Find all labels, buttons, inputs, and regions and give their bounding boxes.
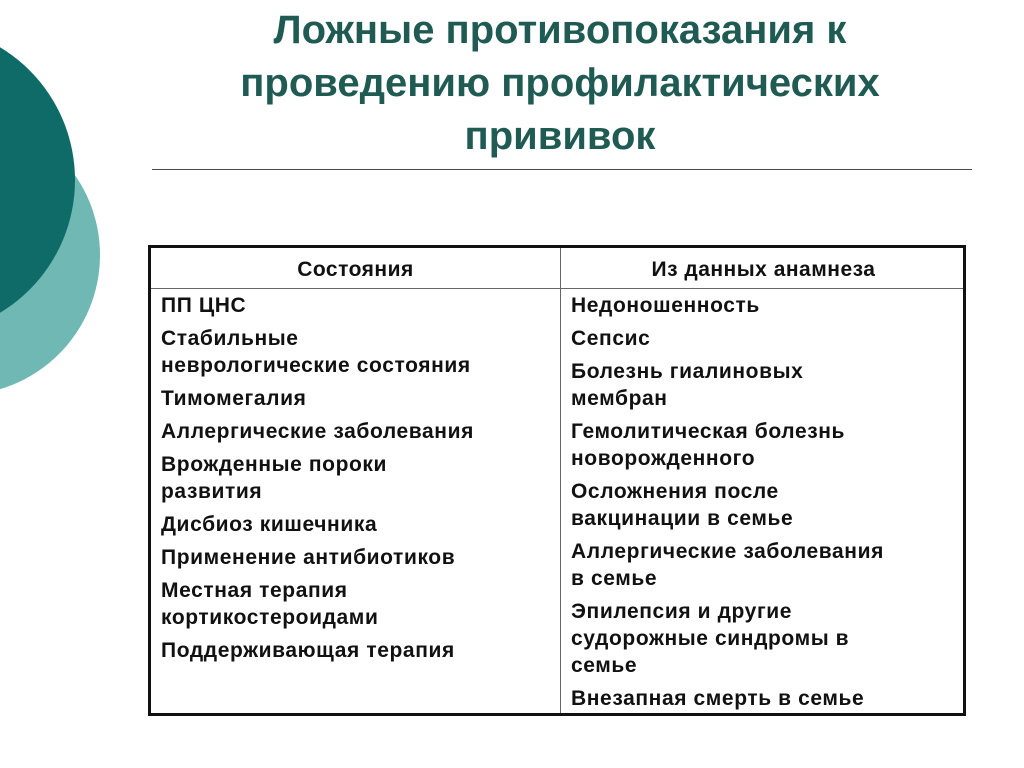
decorative-circles [0, 0, 160, 420]
condition-item [161, 385, 553, 412]
condition-item-line: Дисбиоз кишечника [161, 513, 378, 536]
anamnesis-list [571, 292, 963, 718]
anamnesis-item-line: Гемолитическая болезнь [571, 420, 846, 443]
condition-item [161, 577, 553, 631]
condition-item [161, 418, 553, 445]
condition-item-line: Врожденные пороки [161, 453, 388, 476]
title-line-2: проведению профилактических [240, 61, 880, 105]
anamnesis-item [571, 598, 963, 679]
column-divider [560, 248, 561, 713]
anamnesis-item-line: в семье [571, 567, 658, 590]
condition-item [161, 451, 553, 505]
anamnesis-item-line: Сепсис [571, 327, 651, 350]
anamnesis-item [571, 358, 963, 412]
anamnesis-item-line: судорожные синдромы в [571, 627, 850, 650]
header-divider [151, 288, 963, 289]
anamnesis-item-line: Недоношенность [571, 294, 760, 317]
anamnesis-item-line: семье [571, 654, 638, 677]
anamnesis-item-line: новорожденного [571, 447, 756, 470]
title-line-3: прививок [464, 114, 656, 158]
title-line-1: Ложные противопоказания к [273, 8, 847, 52]
condition-item-line: Тимомегалия [161, 387, 307, 410]
anamnesis-item-line: Аллергические заболевания [571, 540, 884, 563]
anamnesis-item-line: Внезапная смерть в семье [571, 687, 865, 710]
anamnesis-item [571, 478, 963, 532]
condition-item-line: Аллергические заболевания [161, 420, 474, 443]
condition-item-line: Применение антибиотиков [161, 546, 456, 569]
condition-item [161, 511, 553, 538]
header-anamnesis: Из данных анамнеза [651, 258, 876, 281]
anamnesis-item [571, 292, 963, 319]
anamnesis-item-line: Болезнь гиалиновых [571, 360, 804, 383]
anamnesis-item-line: Эпилепсия и другие [571, 600, 793, 623]
conditions-list [161, 292, 553, 670]
contraindications-table [148, 245, 966, 716]
header-conditions: Состояния [297, 258, 414, 281]
condition-item [161, 544, 553, 571]
anamnesis-item [571, 418, 963, 472]
condition-item-line: Поддерживающая терапия [161, 639, 455, 662]
anamnesis-item-line: вакцинации в семье [571, 507, 794, 530]
anamnesis-item [571, 685, 963, 712]
condition-item-line: Стабильные [161, 327, 299, 350]
condition-item [161, 292, 553, 319]
anamnesis-item-line: мембран [571, 387, 668, 410]
condition-item-line: ПП ЦНС [161, 294, 247, 317]
condition-item-line: Местная терапия [161, 579, 348, 602]
condition-item-line: развития [161, 480, 263, 503]
condition-item-line: кортикостероидами [161, 606, 379, 629]
anamnesis-item-line: Осложнения после [571, 480, 779, 503]
condition-item [161, 637, 553, 664]
title-underline [152, 169, 972, 170]
anamnesis-item [571, 538, 963, 592]
condition-item-line: неврологические состояния [161, 354, 471, 377]
anamnesis-item [571, 325, 963, 352]
condition-item [161, 325, 553, 379]
slide-title [150, 4, 970, 163]
